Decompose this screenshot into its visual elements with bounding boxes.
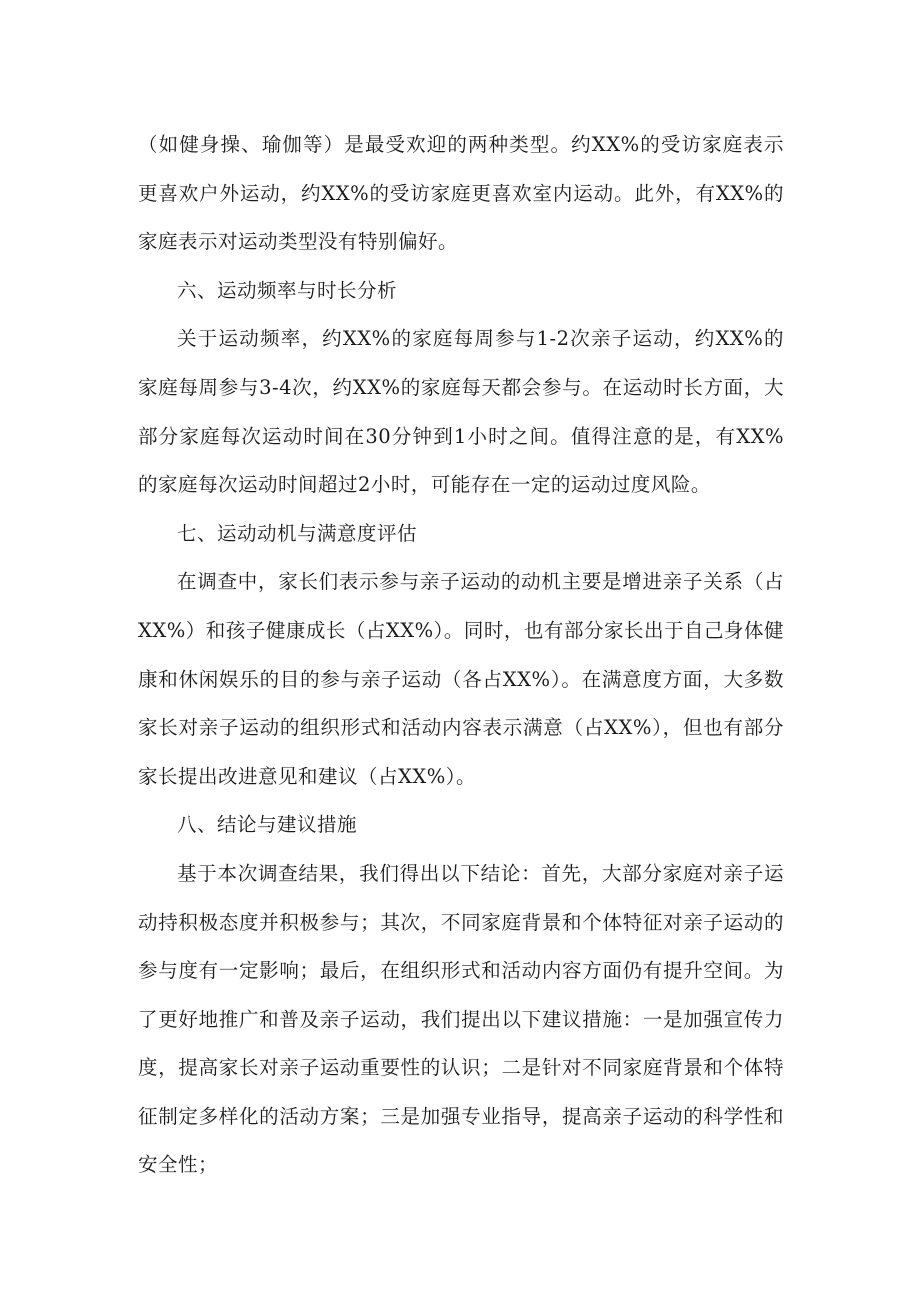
document-body — [138, 121, 784, 1190]
section-heading-6: 六、运动频率与时长分析 — [177, 278, 398, 302]
paragraph-conclusion: 基于本次调查结果，我们得出以下结论：首先，大部分家庭对亲子运动持积极态度并积极参与；其次，不同家庭背景和个体特征对亲子运动的参与度有一定影响；最后，在组织形式和活动内容方面仍有提升空间。为了更好地推广和普及亲子运动，我们提出以下建议措施：一是加强宣传力度，提高家长对亲子运动重要性的认识；二是针对不同家庭背景和个体特征制定多样化的活动方案；三是加强专业指导，提高亲子运动的科学性和安全性； — [138, 861, 784, 1177]
paragraph-continuation: （如健身操、瑜伽等）是最受欢迎的两种类型。约XX%的受访家庭表示更喜欢户外运动，约XX%的受访家庭更喜欢室内运动。此外，有XX%的家庭表示对运动类型没有特别偏好。 — [138, 133, 784, 254]
paragraph-frequency: 关于运动频率，约XX%的家庭每周参与1-2次亲子运动，约XX%的家庭每周参与3-4次，约XX%的家庭每天都会参与。在运动时长方面，大部分家庭每次运动时间在30分钟到1小时之间。值得注意的是，有XX%的家庭每次运动时间超过2小时，可能存在一定的运动过度风险。 — [138, 327, 784, 497]
section-heading-8: 八、结论与建议措施 — [177, 813, 358, 837]
section-heading-7: 七、运动动机与满意度评估 — [177, 521, 418, 545]
paragraph-motivation: 在调查中，家长们表示参与亲子运动的动机主要是增进亲子关系（占XX%）和孩子健康成长（占XX%）。同时，也有部分家长出于自己身体健康和休闲娱乐的目的参与亲子运动（各占XX%）。在满意度方面，大多数家长对亲子运动的组织形式和活动内容表示满意（占XX%），但也有部分家长提出改进意见和建议（占XX%）。 — [138, 570, 784, 788]
